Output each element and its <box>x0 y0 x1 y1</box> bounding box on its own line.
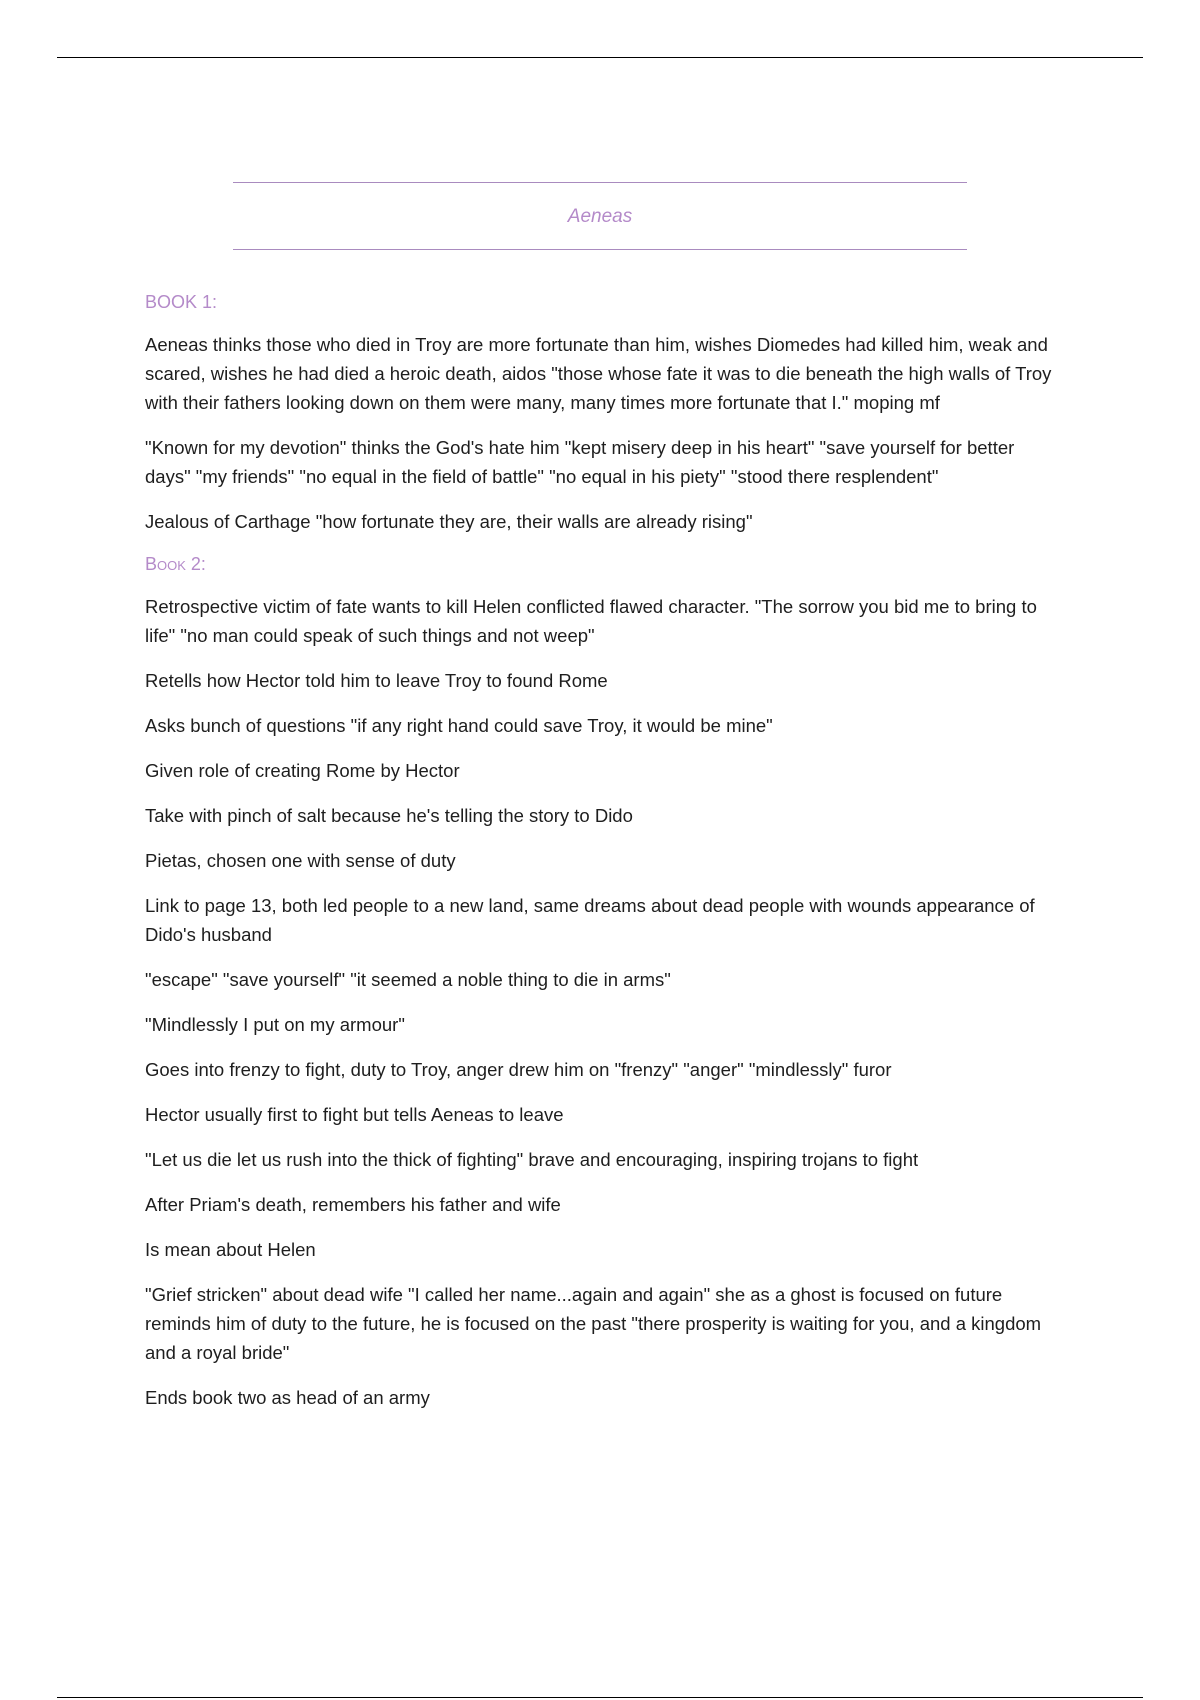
paragraph: Asks bunch of questions "if any right hand could save Troy, it would be mine" <box>145 715 773 736</box>
paragraph: Retells how Hector told him to leave Troy to found Rome <box>145 670 608 691</box>
paragraph: Ends book two as head of an army <box>145 1387 430 1408</box>
paragraph: Given role of creating Rome by Hector <box>145 760 460 781</box>
paragraph: After Priam's death, remembers his father and wife <box>145 1194 561 1215</box>
paragraph: Hector usually first to fight but tells Aeneas to leave <box>145 1104 564 1125</box>
paragraph: "Let us die let us rush into the thick of fighting" brave and encouraging, inspiring trojans to fight <box>145 1149 919 1170</box>
page-bottom-rule <box>57 1697 1143 1698</box>
paragraph: Take with pinch of salt because he's telling the story to Dido <box>145 805 633 826</box>
paragraph: "Grief stricken" about dead wife "I called her name...again and again" she as a ghost is focused on future reminds him of duty to the future, he is focused on the past "there prosperity is waiting for you, and a kingdom and a royal bride" <box>145 1284 1042 1363</box>
paragraph: Link to page 13, both led people to a new land, same dreams about dead people with wounds appearance of Dido's husband <box>145 895 1035 945</box>
title-block <box>233 182 967 250</box>
paragraph: Aeneas thinks those who died in Troy are more fortunate than him, wishes Diomedes had killed him, weak and scared, wishes he had died a heroic death, aidos "those whose fate it was to die beneath the high walls of Troy with their fathers looking down on them were many, many times more fortunate that I." moping mf <box>145 334 1052 413</box>
paragraph: Jealous of Carthage "how fortunate they are, their walls are already rising" <box>145 511 753 532</box>
section-book-2 <box>145 552 1065 1412</box>
paragraph: "Known for my devotion" thinks the God's hate him "kept misery deep in his heart" "save yourself for better days" "my friends" "no equal in the field of battle" "no equal in his piety" "stood there resplendent" <box>145 437 1015 487</box>
document-body <box>145 290 1065 1428</box>
section-heading: Book 2: <box>145 554 206 574</box>
paragraph: "escape" "save yourself" "it seemed a noble thing to die in arms" <box>145 969 671 990</box>
paragraph: Pietas, chosen one with sense of duty <box>145 850 456 871</box>
page-top-rule <box>57 57 1143 58</box>
paragraph: "Mindlessly I put on my armour" <box>145 1014 405 1035</box>
section-heading: BOOK 1: <box>145 292 218 312</box>
paragraph: Goes into frenzy to fight, duty to Troy, anger drew him on "frenzy" "anger" "mindlessly" furor <box>145 1059 892 1080</box>
section-book-1 <box>145 290 1065 536</box>
document-title: Aeneas <box>567 206 633 227</box>
paragraph: Retrospective victim of fate wants to kill Helen conflicted flawed character. "The sorrow you bid me to bring to life" "no man could speak of such things and not weep" <box>145 596 1037 646</box>
paragraph: Is mean about Helen <box>145 1239 316 1260</box>
title-rule-bottom <box>233 249 967 250</box>
